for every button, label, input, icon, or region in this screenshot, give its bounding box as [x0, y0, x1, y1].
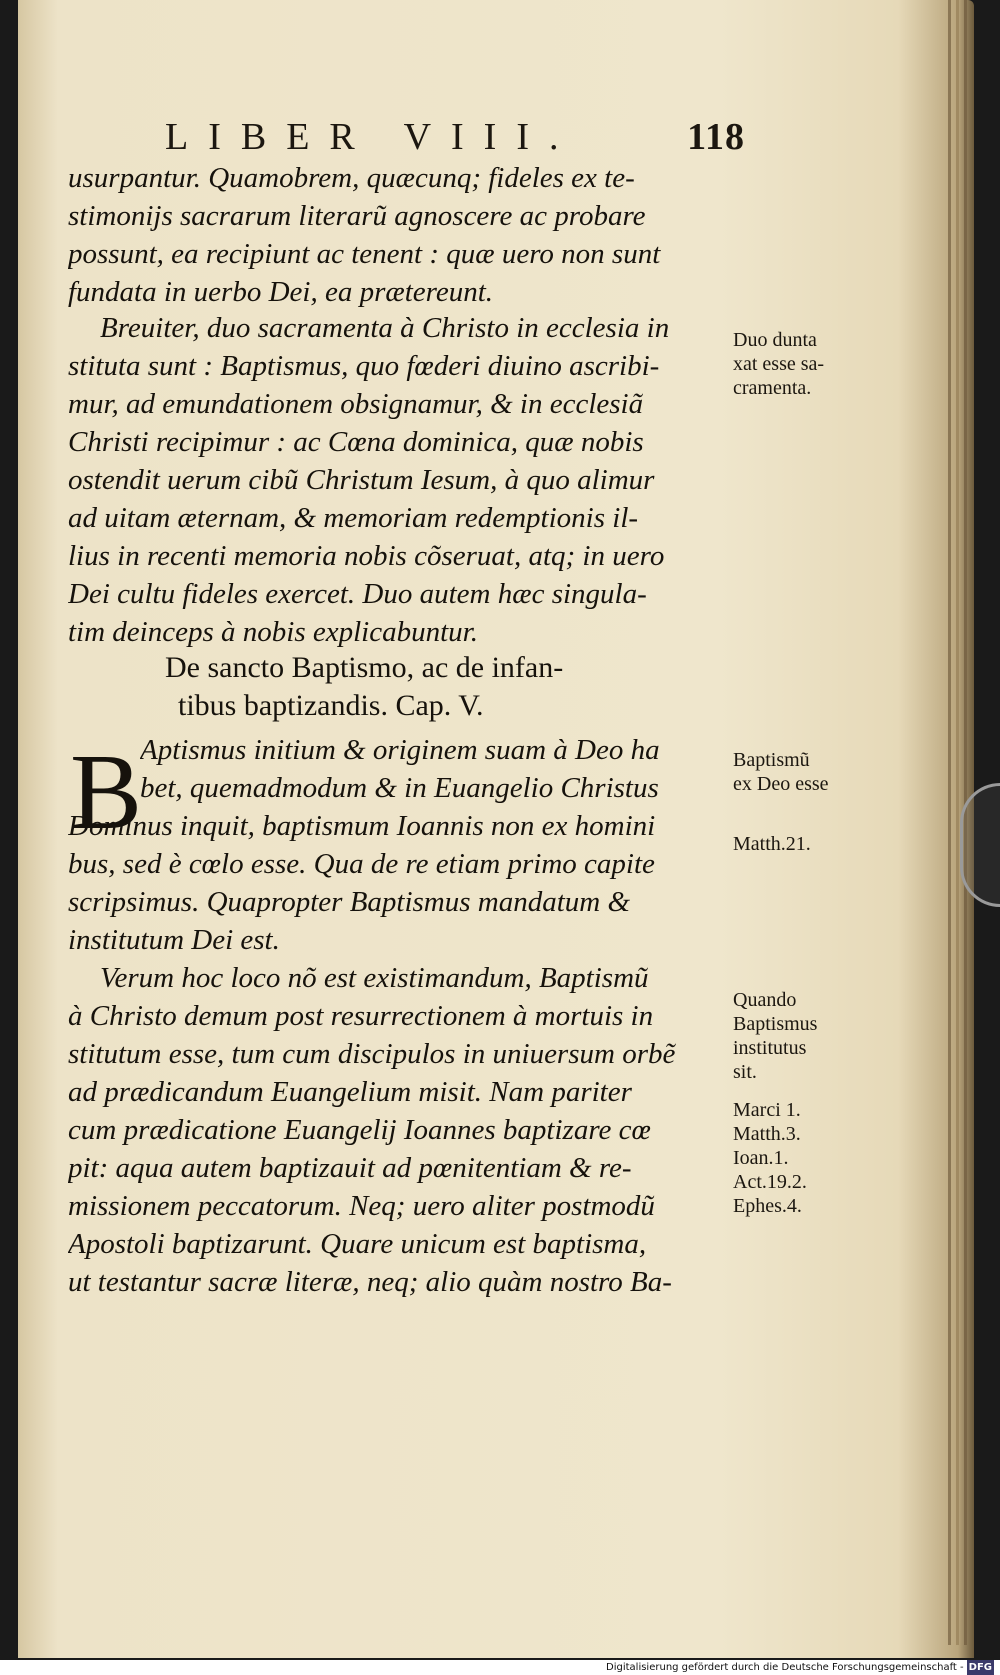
running-title: LIBER VIII. [165, 116, 579, 158]
text-line: bus, sed è cœlo esse. Qua de re etiam primo capite [68, 848, 655, 880]
dfg-logo: DFG [968, 1662, 992, 1673]
margin-note-line: Quando [733, 989, 797, 1011]
margin-note-line: ex Deo esse [733, 773, 829, 795]
margin-note-line: Marci 1. [733, 1099, 801, 1121]
margin-note-line: institutus [733, 1037, 807, 1059]
text-line: ostendit uerum cibũ Christum Iesum, à quo alimur [68, 464, 655, 496]
margin-note-line: xat esse sa- [733, 353, 825, 375]
text-line: Verum hoc loco nõ est existimandum, Baptismũ [100, 962, 649, 994]
text-line: Dominus inquit, baptismum Ioannis non ex homini [68, 810, 656, 842]
margin-note-line: Act.19.2. [733, 1171, 807, 1193]
margin-note [733, 1098, 883, 1218]
margin-note [733, 748, 883, 796]
footer-text: Digitalisierung gefördert durch die Deutsche Forschungsgemeinschaft - [606, 1662, 964, 1673]
text-line: Apostoli baptizarunt. Quare unicum est baptisma, [68, 1228, 647, 1260]
text-line: ut testantur sacræ literæ, neq; alio quàm nostro Ba- [68, 1266, 672, 1298]
text-line: Aptismus initium & originem suam à Deo ha [140, 734, 660, 766]
text-line: mur, ad emundationem obsignamur, & in ecclesiã [68, 388, 644, 420]
margin-note [733, 832, 883, 856]
text-line: pit: aqua autem baptizauit ad pœnitentiam & re- [68, 1152, 632, 1184]
text-line: à Christo demum post resurrectionem à mortuis in [68, 1000, 654, 1032]
text-line: stimonijs sacrarum literarũ agnoscere ac probare [68, 200, 646, 232]
text-line: ad uitam æternam, & memoriam redemptionis il- [68, 502, 639, 534]
text-line: Breuiter, duo sacramenta à Christo in ecclesia in [100, 312, 670, 344]
margin-note-line: Baptismus [733, 1013, 818, 1035]
text-line: scripsimus. Quapropter Baptismus mandatum & [68, 886, 631, 918]
margin-note-line: sit. [733, 1061, 757, 1083]
margin-note [733, 328, 883, 400]
margin-note-line: Ephes.4. [733, 1195, 802, 1217]
text-line: Dei cultu fideles exercet. Duo autem hæc singula- [68, 578, 647, 610]
margin-note-line: Matth.21. [733, 833, 811, 855]
margin-note [733, 988, 883, 1084]
text-line: fundata in uerbo Dei, ea prætereunt. [68, 276, 494, 308]
text-line: stitutum esse, tum cum discipulos in uniuersum orbẽ [68, 1038, 676, 1070]
margin-note-line: Duo dunta [733, 329, 817, 351]
text-line: bet, quemadmodum & in Euangelio Christus [140, 772, 659, 804]
text-line: usurpantur. Quamobrem, quæcunq; fideles ex te- [68, 162, 635, 194]
margin-note-line: Ioan.1. [733, 1147, 789, 1169]
chapter-heading-line: De sancto Baptismo, ac de infan- [165, 651, 564, 684]
margin-note-line: cramenta. [733, 377, 812, 399]
text-line: cum prædicatione Euangelij Ioannes baptizare cœ [68, 1114, 651, 1146]
page-number: 118 [687, 116, 745, 158]
book-clamp [960, 783, 1000, 907]
text-line: missionem peccatorum. Neq; uero aliter postmodũ [68, 1190, 655, 1222]
text-line: lius in recenti memoria nobis cõseruat, atq; in uero [68, 540, 665, 572]
text-line: stituta sunt : Baptismus, quo fœderi diuino ascribi- [68, 350, 660, 382]
chapter-heading-line: tibus baptizandis. Cap. V. [178, 689, 484, 722]
digitization-footer [606, 1660, 994, 1675]
drop-cap: B [70, 733, 143, 852]
text-line: institutum Dei est. [68, 924, 280, 956]
text-line: tim deinceps à nobis explicabuntur. [68, 616, 478, 648]
margin-note-line: Matth.3. [733, 1123, 801, 1145]
text-line: ad prædicandum Euangelium misit. Nam pariter [68, 1076, 632, 1108]
text-line: possunt, ea recipiunt ac tenent : quæ uero non sunt [68, 238, 661, 270]
margin-note-line: Baptismũ [733, 749, 810, 771]
page-edge-line [948, 0, 951, 1645]
text-line: Christi recipimur : ac Cœna dominica, quæ nobis [68, 426, 644, 458]
page-edge-line [956, 0, 959, 1645]
